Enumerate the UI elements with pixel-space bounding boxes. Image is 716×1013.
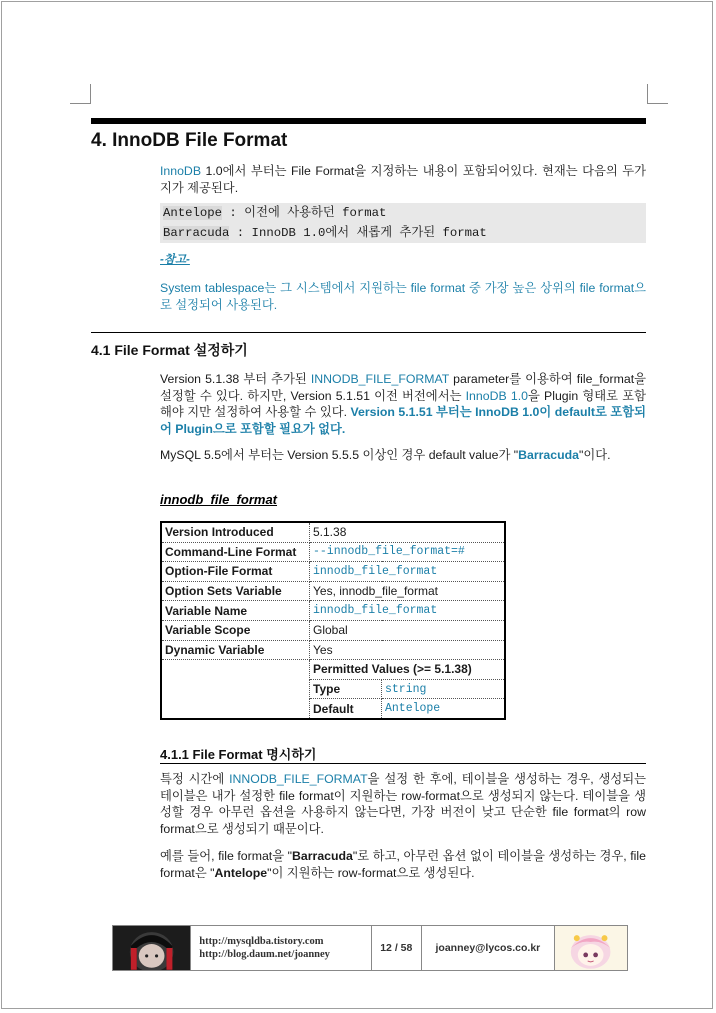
crop-mark (647, 84, 648, 104)
author-avatar-left (113, 926, 191, 970)
crop-mark (90, 84, 91, 104)
footer-urls (191, 926, 371, 970)
section-41-rule (91, 332, 646, 333)
code-line-barracuda: Barracuda : InnoDB 1.0에서 새롭게 추가된 format (163, 226, 487, 240)
table-row: Variable Name innodb_file_format (161, 601, 505, 621)
table-row: Version Introduced 5.1.38 (161, 522, 505, 542)
variable-heading: innodb_file_format (160, 492, 278, 507)
page-number: 12 / 58 (372, 926, 423, 970)
table-row: Type string (161, 679, 505, 699)
innodb-file-format-param[interactable]: INNODB_FILE_FORMAT (229, 772, 368, 786)
table-row: Dynamic Variable Yes (161, 640, 505, 660)
table-row: Permitted Values (>= 5.1.38) (161, 660, 505, 680)
crop-mark (70, 103, 90, 104)
innodb-1-0-link[interactable]: InnoDB 1.0 (465, 388, 528, 403)
section-411-title: 4.1.1 File Format 명시하기 (160, 747, 317, 762)
section-411-paragraph-2: 예를 들어, file format을 "Barracuda"로 하고, 아무런 옵션 없이 테이블을 생성하는 경우, file format은 "Antelope"이 지원하는 row-format으로 생성된다. (160, 849, 646, 880)
table-row: Command-Line Format --innodb_file_format=# (161, 542, 505, 562)
blog-url-tistory[interactable]: http://mysqldba.tistory.com (199, 936, 324, 947)
table-row: Option-File Format innodb_file_format (161, 562, 505, 582)
table-row: Variable Scope Global (161, 620, 505, 640)
section-41-title: 4.1 File Format 설정하기 (91, 342, 248, 358)
variable-table (160, 521, 506, 720)
note-label: -참고- (160, 254, 190, 266)
section-411-rule (160, 763, 646, 764)
author-email[interactable]: joanney@lycos.co.kr (422, 926, 555, 970)
section-4-title: 4. InnoDB File Format (91, 130, 288, 151)
crop-mark (648, 103, 668, 104)
format-code-block (160, 203, 646, 243)
page-footer (112, 925, 628, 971)
blog-url-daum[interactable]: http://blog.daum.net/joanney (199, 949, 330, 960)
innodb-link[interactable]: InnoDB (160, 164, 202, 178)
heading-rule (91, 118, 646, 124)
code-line-antelope: Antelope : 이전에 사용하던 format (163, 206, 387, 220)
table-row: Default Antelope (161, 699, 505, 719)
author-avatar-right (555, 926, 627, 970)
note-text: System tablespace는 그 시스템에서 지원하는 file format 중 가장 높은 상위의 file format으로 설정되어 사용된다. (160, 281, 646, 312)
section-4-intro: InnoDB 1.0에서 부터는 File Format을 지정하는 내용이 포함되어있다. 현재는 다음의 두가지가 제공된다. (160, 164, 646, 195)
section-41-paragraph-1: Version 5.1.38 부터 추가된 INNODB_FILE_FORMAT parameter를 이용하여 file_format을 설정할 수 있다. 하지만, Version 5.1.51 이전 버전에서는 InnoDB 1.0을 Plugin 형태로 포함해야 지만 설정하여 사용할 수 있다. Version 5.1.51 부터는 InnoDB 1.0이 default로 포함되어 Plugin으로 포함할 필요가 없다. (160, 372, 646, 436)
section-411-paragraph-1: 특정 시간에 INNODB_FILE_FORMAT을 설정 한 후에, 테이블을 생성하는 경우, 생성되는 테이블은 내가 설정한 file format이 지원하는 row-format으로 생성되지 않는다. 테이블을 생성할 경우 아무런 옵션을 사용하지 않는다면, 가장 버전이 낮고 단순한 file format의 row format으로 생성되기 때문이다. (160, 772, 646, 836)
section-41-paragraph-2: MySQL 5.5에서 부터는 Version 5.5.5 이상인 경우 default value가 "Barracuda"이다. (160, 448, 611, 462)
table-row: Option Sets Variable Yes, innodb_file_format (161, 581, 505, 601)
innodb-file-format-param[interactable]: INNODB_FILE_FORMAT (310, 372, 450, 386)
